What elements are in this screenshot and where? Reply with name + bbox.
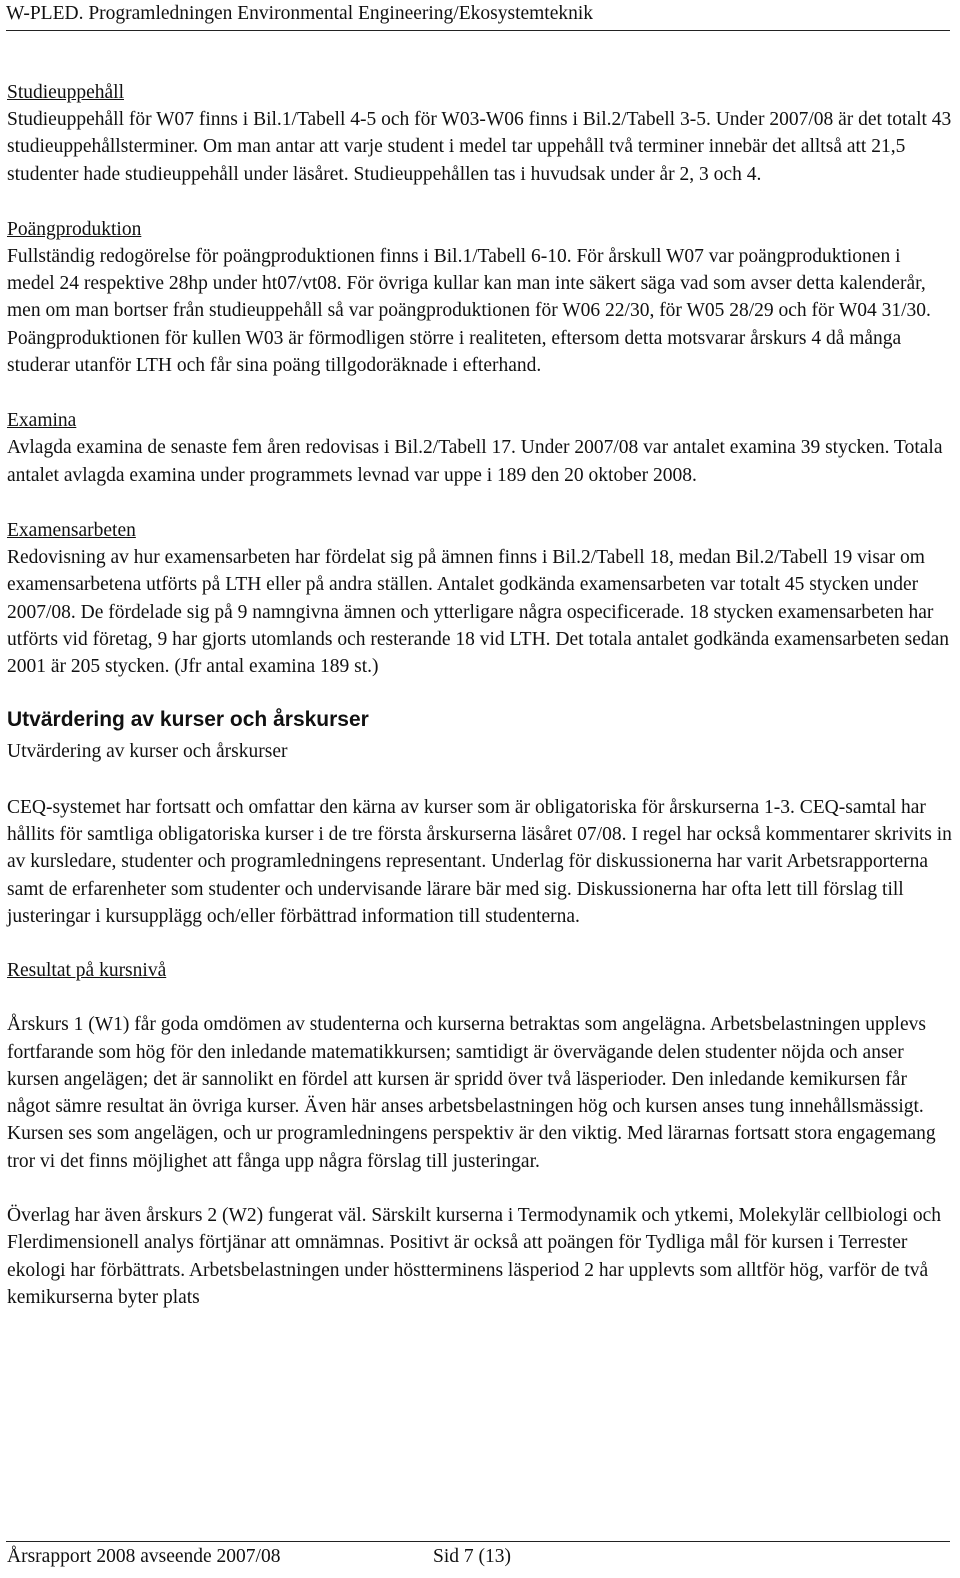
section-poangproduktion (7, 216, 952, 379)
paragraph: Årskurs 1 (W1) får goda omdömen av studenterna och kurserna betraktas som angelägna. Arbetsbelastningen upplevs fortfarande som hög för den inledande matematikkursen; samtidigt är övervägande delen studenter nöjda och anser kursen angelägen; det är sannolikt en fördel att kursen är spridd över två läsperioder. Den inledande kemikursen får något sämre resultat än övriga kurser. Även här anses arbetsbelastningen hög och kursen anses tung innehållsmässigt. Kursen ses som angelägen, och ur programledningens perspektiv är den viktig. Med lärarnas fortsatt stora engagemang tror vi det finns möjlighet att fånga upp några förslag till justeringar. (7, 1014, 936, 1172)
paragraph: Avlagda examina de senaste fem åren redovisas i Bil.2/Tabell 17. Under 2007/08 var antalet examina 39 stycken. Totala antalet avlagda examina under programmets levnad var uppe i 189 den 20 oktober 2008. (7, 437, 943, 486)
paragraph: Redovisning av hur examensarbeten har fördelat sig på ämnen finns i Bil.2/Tabell 18, medan Bil.2/Tabell 19 visar om examensarbetena utförts på LTH eller på andra ställen. Antalet godkända examensarbeten var totalt 45 stycken under 2007/08. De fördelade sig på 9 namngivna ämnen och ytterligare några ospecificerade. 18 stycken examensarbeten har utförts vid företag, 9 har gjorts utomlands och resterande 18 vid LTH. Det totala antalet godkända examensarbeten sedan 2001 är 205 stycken. (Jfr antal examina 189 st.) (7, 546, 950, 678)
section-title: Utvärdering av kurser och årskurser (7, 708, 369, 732)
section-studieuppehall (7, 79, 952, 188)
paragraph: Överlag har även årskurs 2 (W2) fungerat väl. Särskilt kurserna i Termodynamik och ytkemi, Molekylär cellbiologi och Flerdimensionell analys förtjänar att omnämnas. Positivt är också att poängen för Tydliga mål för kursen i Terrester ekologi har förbättrats. Arbetsbelastningen under höstterminens läsperiod 2 har upplevts som alltför hög, varför de två kemikurserna byter plats (7, 1205, 942, 1308)
section-heading: Studieuppehåll (7, 82, 124, 103)
paragraph: Fullständig redogörelse för poängproduktionen finns i Bil.1/Tabell 6-10. För årskull W07 var poängproduktionen i medel 24 respektive 28hp under ht07/vt08. För övriga kullar kan man inte säkert säga vad som avser detta kalenderår, men om man bortser från studieuppehåll så var poängproduktionen för W06 22/30, för W05 28/29 och för W04 31/30. Poängproduktionen för kullen W03 är förmodligen större i realiteten, eftersom detta motsvarar årskurs 4 då många studerar utanför LTH och får sina poäng tillgodoräknade i efterhand. (7, 245, 931, 377)
footer-page-number: Sid 7 (13) (433, 1546, 511, 1567)
paragraph: CEQ-systemet har fortsatt och omfattar den kärna av kurser som är obligatoriska för årskurserna 1-3. CEQ-samtal har hållits för samtliga obligatoriska kurser i de tre första årskurserna läsåret 07/08. I regel har också kommentarer skrivits in av kursledare, studenter och programledningens representant. Underlag för diskussionerna har varit Arbetsrapporterna samt de erfarenheter som studenter och undervisande lärare bär med sig. Diskussionerna har ofta lett till förslag till justeringar i kursupplägg och/eller förbättrad information till studenterna. (7, 796, 952, 927)
section-utvardering (7, 706, 952, 930)
section-examina (7, 407, 952, 489)
header-rule (6, 30, 950, 31)
section-resultat (7, 957, 952, 1311)
paragraph: Studieuppehåll för W07 finns i Bil.1/Tabell 4-5 och för W03-W06 finns i Bil.2/Tabell 3-5. Under 2007/08 är det totalt 43 studieuppehållsterminer. Om man antar att varje student i medel tar uppehåll två terminer innebär det alltså att 21,5 studenter hade studieuppehåll under läsåret. Studieuppehållen tas i huvudsak under år 2, 3 och 4. (7, 109, 952, 185)
document-body (7, 79, 952, 1311)
section-heading: Examensarbeten (7, 519, 136, 541)
page-header: W-PLED. Programledningen Environmental Engineering/Ekosystemteknik (6, 3, 594, 24)
section-heading: Poängproduktion (7, 218, 142, 240)
subheading: Utvärdering av kurser och årskurser (7, 741, 288, 763)
footer-report-title: Årsrapport 2008 avseende 2007/08 (7, 1546, 281, 1567)
section-examensarbeten (7, 517, 952, 680)
section-heading: Examina (7, 410, 77, 432)
section-heading: Resultat på kursnivå (7, 960, 167, 982)
footer-rule (6, 1541, 950, 1542)
